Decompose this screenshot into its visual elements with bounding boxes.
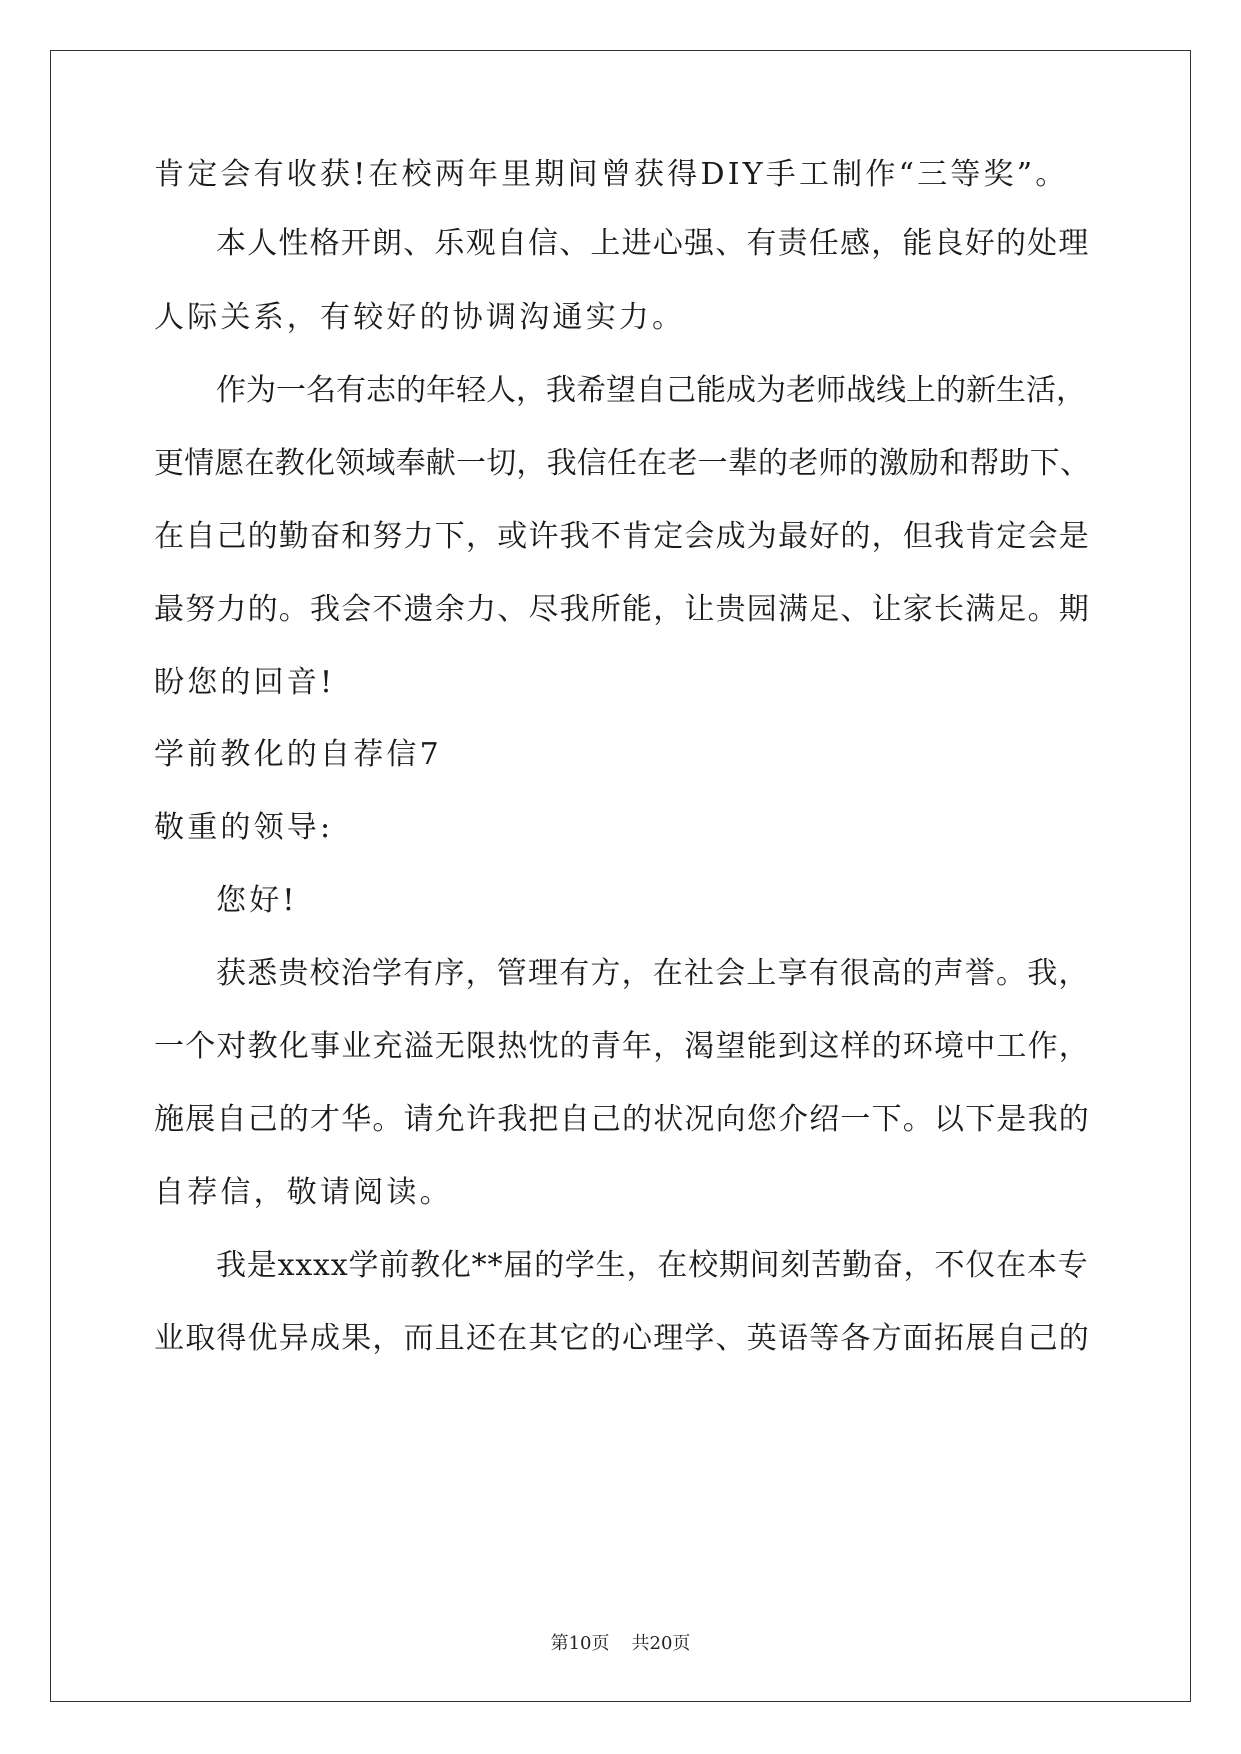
text-line: 施展自己的才华。请允许我把自己的状况向您介绍一下。以下是我的 <box>154 1102 1090 1137</box>
section-heading: 学前教化的自荐信7 <box>154 737 442 772</box>
page-number-current: 第10页 <box>550 1633 610 1654</box>
paragraph-start: 我是xxxx学前教化**届的学生，在校期间刻苦勤奋，不仅在本专 <box>216 1248 1089 1283</box>
paragraph-start: 作为一名有志的年轻人，我希望自己能成为老师战线上的新生活， <box>216 373 1086 408</box>
text-line: 肯定会有收获!在校两年里期间曾获得DIY手工制作“三等奖”。 <box>154 157 1069 192</box>
page-footer <box>0 1632 1241 1656</box>
paragraph-start: 获悉贵校治学有序，管理有方，在社会上享有很高的声誉。我， <box>216 956 1090 991</box>
text-line: 人际关系，有较好的协调沟通实力。 <box>154 300 686 335</box>
page-number-total: 共20页 <box>631 1633 691 1654</box>
text-line: 盼您的回音! <box>154 665 336 700</box>
text-line: 在自己的勤奋和努力下，或许我不肯定会成为最好的，但我肯定会是 <box>154 519 1090 554</box>
text-line: 更情愿在教化领域奉献一切，我信任在老一辈的老师的激励和帮助下、 <box>154 446 1091 481</box>
text-line: 最努力的。我会不遗余力、尽我所能，让贵园满足、让家长满足。期 <box>154 592 1090 627</box>
greeting: 您好! <box>216 883 298 918</box>
text-line: 一个对教化事业充溢无限热忱的青年，渴望能到这样的环境中工作， <box>154 1029 1090 1064</box>
salutation: 敬重的领导: <box>154 810 334 845</box>
text-line: 业取得优异成果，而且还在其它的心理学、英语等各方面拓展自己的 <box>154 1321 1090 1356</box>
paragraph-start: 本人性格开朗、乐观自信、上进心强、有责任感，能良好的处理 <box>216 226 1090 261</box>
text-line: 自荐信，敬请阅读。 <box>154 1175 453 1210</box>
